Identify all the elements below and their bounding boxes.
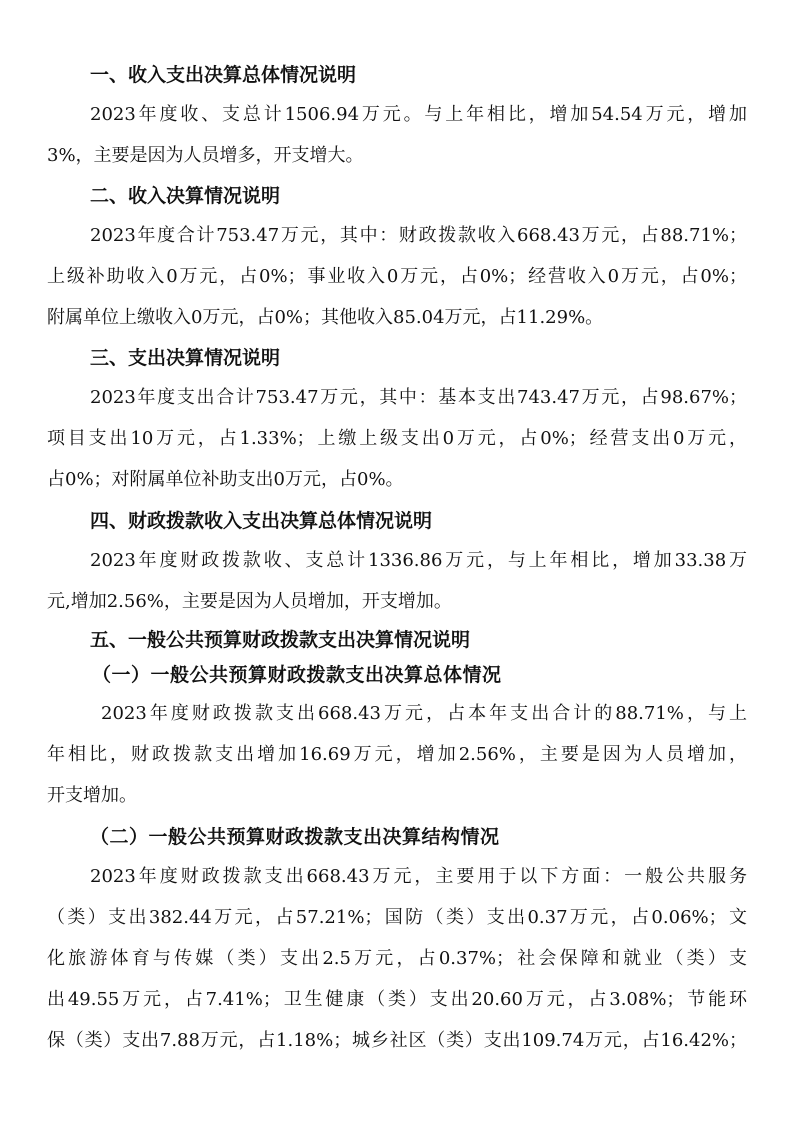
paragraph-line: 年相比，财政拨款支出增加16.69万元，增加2.56%，主要是因为人员增加， — [47, 744, 747, 765]
section-heading-5: 五、一般公共预算财政拨款支出决算情况说明 — [90, 629, 471, 651]
paragraph-line: 2023年度财政拨款收、支总计1336.86万元，与上年相比，增加33.38万 — [90, 550, 747, 571]
section-1-paragraph — [47, 94, 747, 176]
paragraph-line: 上级补助收入0万元，占0%；事业收入0万元，占0%；经营收入0万元，占0%； — [47, 266, 747, 287]
section-heading-3: 三、支出决算情况说明 — [90, 347, 281, 369]
section-heading-1: 一、收入支出决算总体情况说明 — [90, 64, 357, 86]
section-4-paragraph — [47, 540, 747, 622]
subsection-heading-5-2: （二）一般公共预算财政拨款支出决算结构情况 — [90, 826, 500, 848]
paragraph-line: （类）支出382.44万元，占57.21%；国防（类）支出0.37万元，占0.06%；文 — [47, 907, 747, 928]
paragraph-line: 元,增加2.56%，主要是因为人员增加，开支增加。 — [47, 591, 452, 612]
paragraph-line: 开支增加。 — [47, 785, 137, 806]
paragraph-line: 项目支出10万元，占1.33%；上缴上级支出0万元，占0%；经营支出0万元， — [47, 428, 747, 449]
section-3-paragraph — [47, 377, 747, 500]
paragraph-line: 2023年度财政拨款支出668.43万元，主要用于以下方面：一般公共服务 — [90, 866, 747, 887]
subsection-5-2-paragraph — [47, 856, 747, 1061]
paragraph-line: 出49.55万元，占7.41%；卫生健康（类）支出20.60万元，占3.08%；节能环 — [47, 989, 747, 1010]
subsection-5-1-paragraph — [47, 693, 747, 816]
paragraph-line: 占0%；对附属单位补助支出0万元，占0%。 — [47, 469, 404, 490]
paragraph-line: 保（类）支出7.88万元，占1.18%；城乡社区（类）支出109.74万元，占16.42%； — [47, 1030, 747, 1051]
paragraph-line: 附属单位上缴收入0万元，占0%；其他收入85.04万元，占11.29%。 — [47, 307, 604, 328]
section-2-paragraph — [47, 215, 747, 338]
paragraph-line: 2023年度财政拨款支出668.43万元，占本年支出合计的88.71%，与上 — [101, 703, 747, 724]
paragraph-line: 3%，主要是因为人员增多，开支增大。 — [47, 145, 364, 166]
paragraph-line: 2023年度收、支总计1506.94万元。与上年相比，增加54.54万元，增加 — [90, 104, 747, 125]
section-heading-4: 四、财政拨款收入支出决算总体情况说明 — [90, 510, 433, 532]
paragraph-line: 化旅游体育与传媒（类）支出2.5万元，占0.37%；社会保障和就业（类）支 — [47, 948, 747, 969]
paragraph-line: 2023年度支出合计753.47万元，其中：基本支出743.47万元，占98.67%； — [90, 387, 747, 408]
section-heading-2: 二、收入决算情况说明 — [90, 185, 281, 207]
paragraph-line: 2023年度合计753.47万元，其中：财政拨款收入668.43万元，占88.71%； — [90, 225, 747, 246]
subsection-heading-5-1: （一）一般公共预算财政拨款支出决算总体情况 — [92, 664, 502, 686]
